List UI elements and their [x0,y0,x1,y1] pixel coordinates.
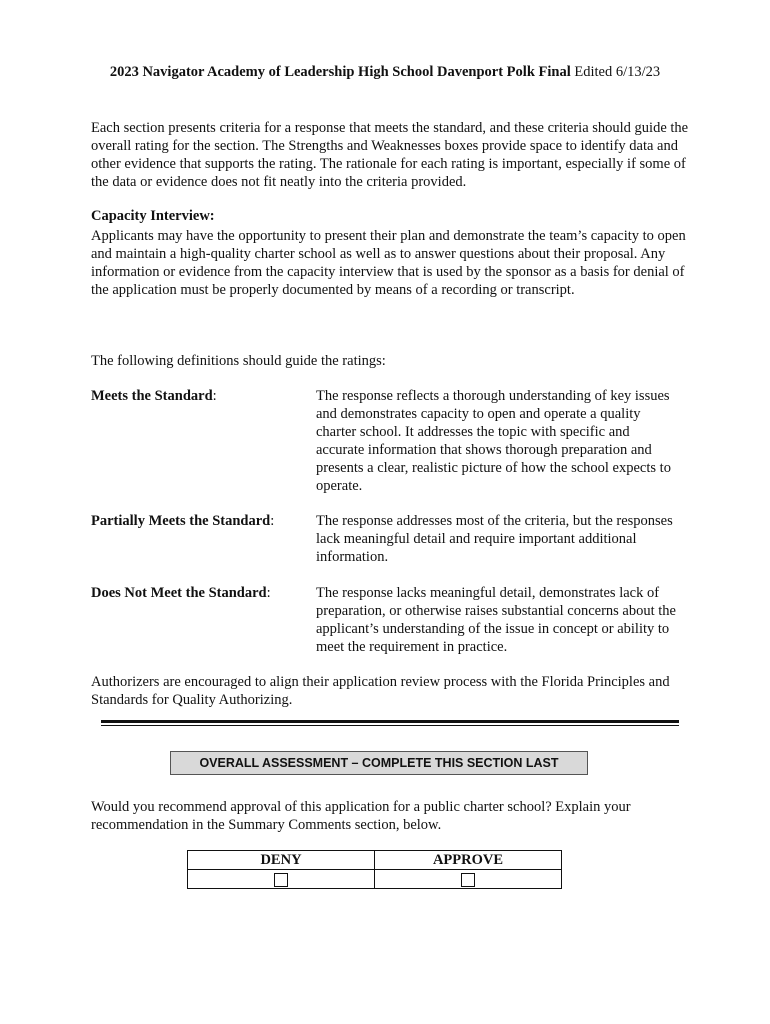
intro-paragraph: Each section presents criteria for a response that meets the standard, and these criteria should guide the overall rating for the section. The Strengths and Weaknesses boxes provide space to identify data and other evidence that supports the rating. The rationale for each rating is important, especially if some of the data or evidence does not fit neatly into the criteria provided. [91,120,689,190]
deny-cell [188,870,375,889]
definition-label-meets [91,387,217,405]
definition-colon: : [266,585,271,601]
definition-text-partially: The response addresses most of the criteria, but the responses lack meaningful detail and require important additional information. [316,513,673,565]
definition-label-text: Does Not Meet the Standard [91,585,267,601]
decision-header-row [188,851,562,870]
page-title [0,64,770,81]
decision-table [187,850,562,889]
definition-text-meets: The response reflects a thorough understanding of key issues and demonstrates capacity to open and operate a quality charter school. It addresses the topic with specific and accurate information that shows thorough preparation and presents a clear, realistic picture of how the school expects to operate. [316,388,671,494]
definition-label-text: Partially Meets the Standard [91,513,271,529]
decision-checkbox-row [188,870,562,889]
deny-header: DENY [188,851,375,870]
definition-label-does-not-meet [91,584,271,602]
approve-header: APPROVE [375,851,562,870]
overall-assessment-banner: OVERALL ASSESSMENT – COMPLETE THIS SECTION LAST [170,751,588,775]
section-divider-thin [101,725,679,726]
approve-cell [375,870,562,889]
definitions-intro: The following definitions should guide the ratings: [91,353,386,369]
definition-text-does-not-meet: The response lacks meaningful detail, demonstrates lack of preparation, or otherwise raises substantial concerns about the applicant’s understanding of the issue in concept or ability to meet the requirement in practice. [316,585,676,655]
title-edited: Edited 6/13/23 [570,64,661,80]
definition-label-partially [91,512,274,530]
definition-colon: : [212,388,217,404]
definition-label-text: Meets the Standard [91,388,213,404]
approve-checkbox[interactable] [461,873,475,887]
authorizers-paragraph: Authorizers are encouraged to align their application review process with the Florida Principles and Standards for Quality Authorizing. [91,674,670,708]
capacity-heading: Capacity Interview: [91,208,215,224]
deny-checkbox[interactable] [274,873,288,887]
definition-colon: : [270,513,275,529]
section-divider [101,720,679,723]
recommendation-question: Would you recommend approval of this application for a public charter school? Explain your recommendation in the Summary Comments section, below. [91,799,631,833]
capacity-paragraph: Applicants may have the opportunity to present their plan and demonstrate the team’s capacity to open and maintain a high-quality charter school as well as to answer questions about their proposal. Any information or evidence from the capacity interview that is used by the sponsor as a basis for denial of the application must be properly documented by means of a recording or transcript. [91,228,686,298]
title-bold: 2023 Navigator Academy of Leadership High School Davenport Polk Final [109,64,571,80]
